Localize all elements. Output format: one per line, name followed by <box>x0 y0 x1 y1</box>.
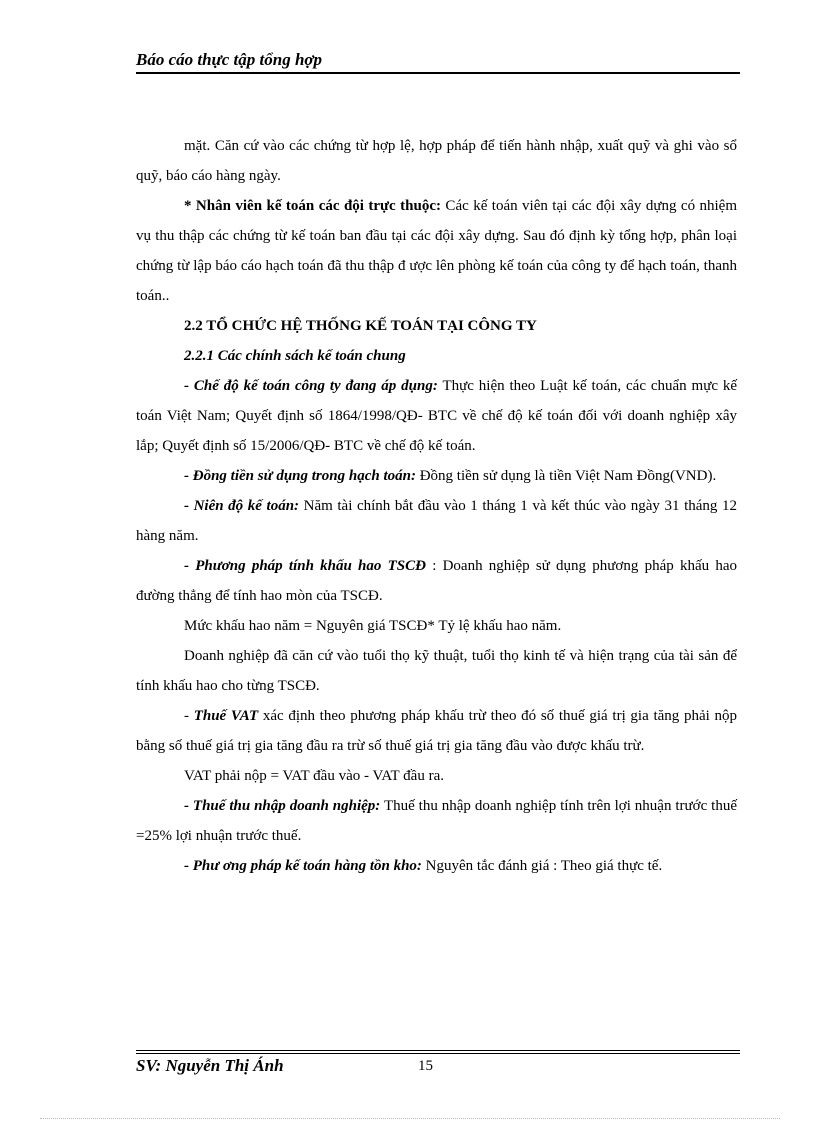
paragraph-3-label: - Chế độ kế toán công ty đang áp dụng: <box>184 378 438 394</box>
footer-student-name: SV: Nguyễn Thị Ánh <box>136 1056 284 1075</box>
paragraph-2-label: * Nhân viên kế toán các đội trực thuộc: <box>184 198 441 214</box>
paragraph-11-label: - Thuế thu nhập doanh nghiệp: <box>184 798 381 814</box>
paragraph-8: Doanh nghiệp đã căn cứ vào tuổi thọ kỹ thuật, tuổi thọ kinh tế và hiện trạng của tài sản để tính khấu hao cho từng TSCĐ. <box>136 648 737 694</box>
paragraph-11-text: Thuế thu nhập doanh nghiệp tính trên lợi nhuận trước thuế =25% lợi nhuận trước thuế. <box>136 798 737 844</box>
paragraph-4 <box>136 461 737 491</box>
paragraph-3 <box>136 371 737 461</box>
paragraph-5 <box>136 491 737 551</box>
paragraph-12-label: - Phư ơng pháp kế toán hàng tồn kho: <box>184 858 422 874</box>
paragraph-9-label: Thuế VAT <box>193 708 259 724</box>
paragraph-5-text: Năm tài chính bắt đầu vào 1 tháng 1 và kết thúc vào ngày 31 tháng 12 hàng năm. <box>136 498 737 544</box>
header-title: Báo cáo thực tập tổng hợp <box>136 50 323 69</box>
paragraph-1: mặt. Căn cứ vào các chứng từ hợp lệ, hợp pháp để tiến hành nhập, xuất quỹ và ghi vào sổ quỹ, báo cáo hàng ngày. <box>136 138 737 184</box>
paragraph-5-label: - Niên độ kế toán: <box>184 498 300 514</box>
footer-divider-second <box>136 1053 740 1054</box>
page-body <box>136 131 737 881</box>
paragraph-9-prefix: - <box>184 708 194 724</box>
paragraph-12 <box>136 851 737 881</box>
paragraph-10: VAT phải nộp = VAT đầu vào - VAT đầu ra. <box>184 768 444 784</box>
header-divider <box>136 72 740 74</box>
section-heading: 2.2 TỔ CHỨC HỆ THỐNG KẾ TOÁN TẠI CÔNG TY <box>184 318 537 334</box>
paragraph-7: Mức khấu hao năm = Nguyên giá TSCĐ* Tỷ lệ khấu hao năm. <box>184 618 562 634</box>
paragraph-9-text: xác định theo phương pháp khấu trừ theo đó số thuế giá trị gia tăng phải nộp bằng số thuế giá trị gia tăng đầu ra trừ số thuế giá trị gia tăng đầu vào được khấu trừ. <box>136 708 737 754</box>
paragraph-6-text: : Doanh nghiệp sử dụng phương pháp khấu hao đường thẳng để tính hao mòn của TSCĐ. <box>136 558 737 604</box>
subsection-heading: 2.2.1 Các chính sách kế toán chung <box>184 348 406 364</box>
paragraph-11 <box>136 791 737 851</box>
paragraph-3-text: Thực hiện theo Luật kế toán, các chuẩn mực kế toán Việt Nam; Quyết định số 1864/1998/QĐ- BTC về chế độ kế toán đối với doanh nghiệp xây lắp; Quyết định số 15/2006/QĐ- BTC về chế độ kế toán. <box>136 378 738 454</box>
paragraph-6 <box>136 551 737 611</box>
paragraph-12-text: Nguyên tắc đánh giá : Theo giá thực tế. <box>421 858 663 874</box>
paragraph-4-label: - Đồng tiền sử dụng trong hạch toán: <box>184 468 416 484</box>
paragraph-2 <box>136 191 737 311</box>
footer-divider <box>136 1050 740 1051</box>
paragraph-2-text: Các kế toán viên tại các đội xây dựng có nhiệm vụ thu thập các chứng từ kế toán ban đầu tại các đội xây dựng. Sau đó định kỳ tổng hợp, phân loại chứng từ lập báo cáo hạch toán đã thu thập đ ược lên phòng kế toán của công ty để hạch toán, thanh toán.. <box>136 198 738 304</box>
paragraph-6-label: - Phương pháp tính khấu hao TSCĐ <box>184 558 426 574</box>
page-bottom-border <box>40 1118 780 1119</box>
paragraph-4-text: Đồng tiền sử dụng là tiền Việt Nam Đồng(VND). <box>415 468 717 484</box>
page-number: 15 <box>418 1058 433 1074</box>
paragraph-9 <box>136 701 737 761</box>
